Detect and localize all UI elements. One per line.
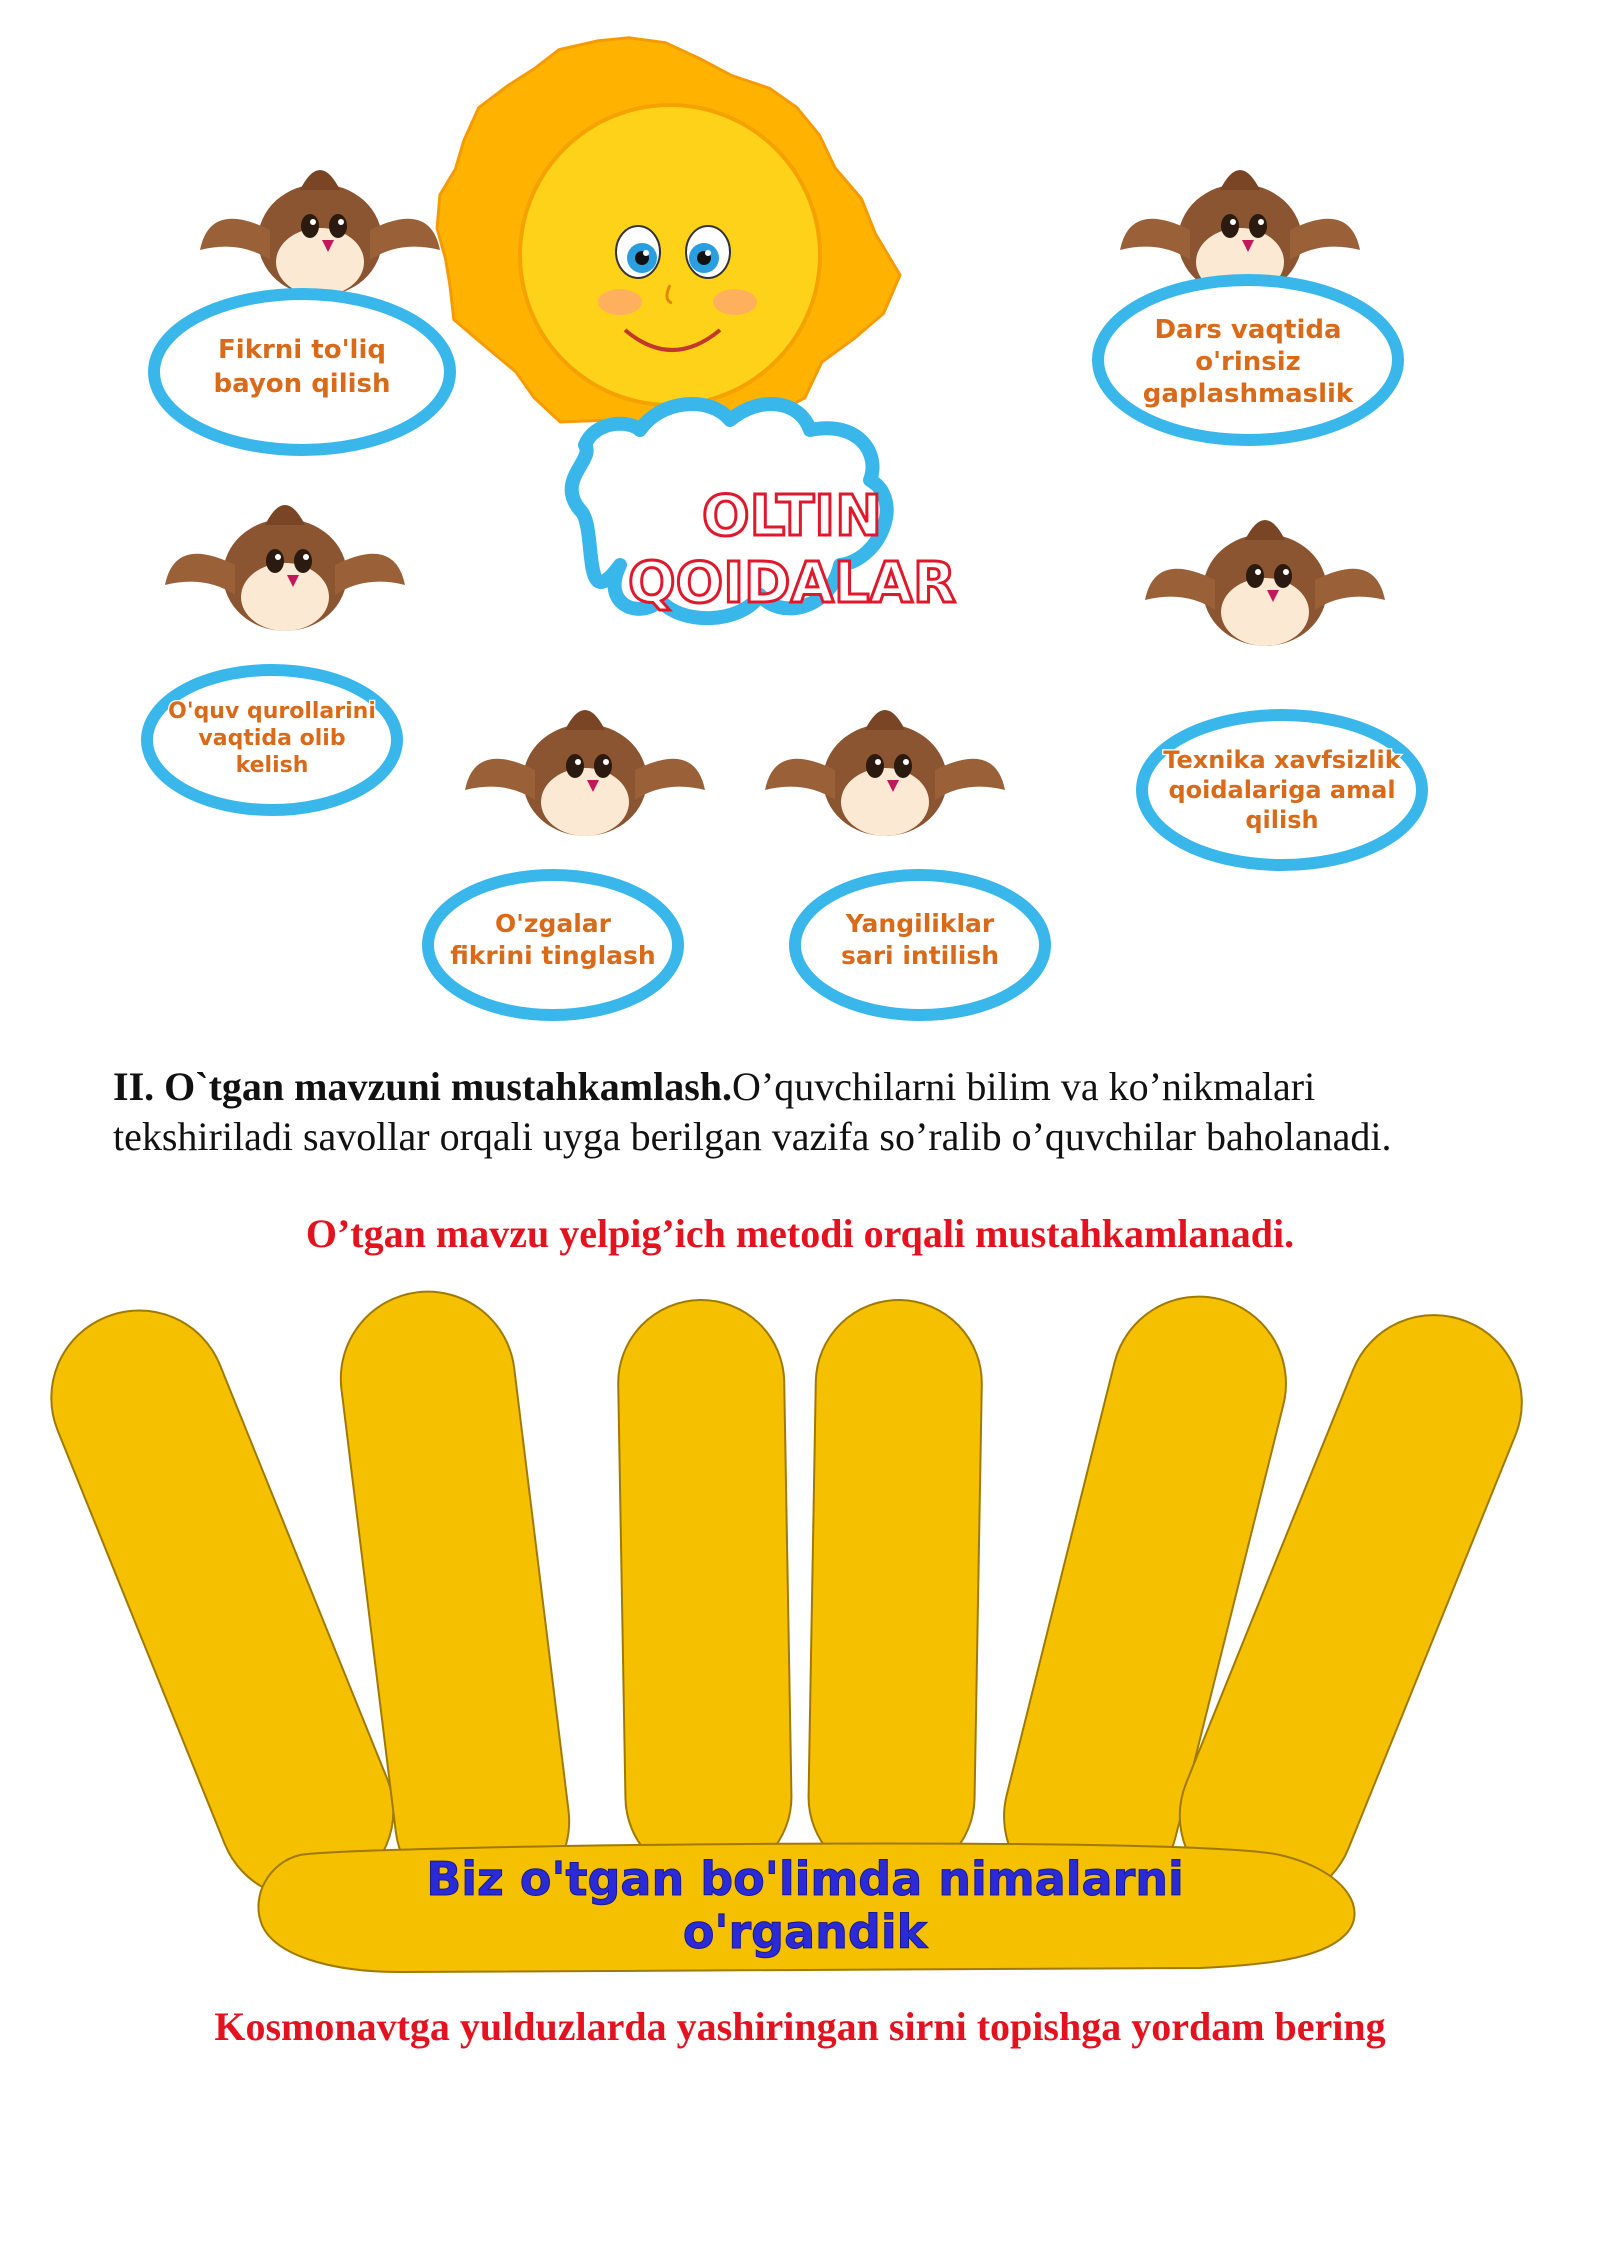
rule-text-line: vaqtida olib — [198, 726, 346, 751]
fan-diagram — [0, 1270, 1600, 2010]
sun-icon — [437, 38, 900, 445]
section-heading: II. O`tgan mavzuni mustahkamlash. — [113, 1064, 733, 1109]
rule-text-line: kelish — [235, 753, 309, 778]
rule-text-line: Yangiliklar — [845, 909, 995, 938]
rule-card — [154, 170, 450, 450]
section-body: O’quvchilarni bilim va ko’nikmalari tekshiriladi savollar orqali uyga berilgan vazifa so’ralib o’quvchilar baholanadi. — [113, 1064, 1392, 1159]
final-instruction: Kosmonavtga yulduzlarda yashiringan sirni topishga yordam bering — [214, 2004, 1386, 2049]
rule-text-line: bayon qilish — [213, 369, 391, 399]
fan-blade — [617, 1299, 793, 1882]
rule-card — [765, 710, 1045, 1015]
fan-caption-line1: Biz o'tgan bo'limda nimalarni — [426, 1852, 1184, 1906]
rule-text-line: O'zgalar — [495, 909, 611, 938]
golden-rules-poster — [0, 0, 1600, 1040]
title-cloud — [572, 404, 956, 618]
poster-title-line2: QOIDALAR — [627, 551, 957, 616]
rule-text-line: qoidalariga amal — [1168, 776, 1396, 804]
rule-text-line: O'quv qurollarini — [168, 699, 376, 724]
fan-blade — [807, 1299, 983, 1882]
fan-caption-line2: o'rgandik — [682, 1905, 928, 1959]
rule-text-line: Fikrni to'liq — [218, 335, 386, 365]
method-line: O’tgan mavzu yelpig’ich metodi orqali mustahkamlanadi. — [305, 1211, 1295, 1256]
rule-card — [1142, 520, 1422, 865]
rule-card — [147, 505, 405, 810]
rule-card — [1098, 170, 1398, 440]
poster-title-line1: OLTIN — [702, 484, 882, 549]
section-paragraph — [113, 1062, 1493, 1162]
rule-text-line: qilish — [1245, 806, 1319, 834]
rule-card — [428, 710, 705, 1015]
rule-text-line: gaplashmaslik — [1142, 379, 1354, 409]
rule-text-line: sari intilish — [840, 941, 1000, 970]
rule-text-line: Dars vaqtida — [1154, 315, 1342, 345]
rule-text-line: Texnika xavfsizlik — [1163, 746, 1401, 774]
rule-text-line: fikrini tinglash — [450, 941, 656, 970]
rule-text-line: o'rinsiz — [1195, 347, 1301, 377]
